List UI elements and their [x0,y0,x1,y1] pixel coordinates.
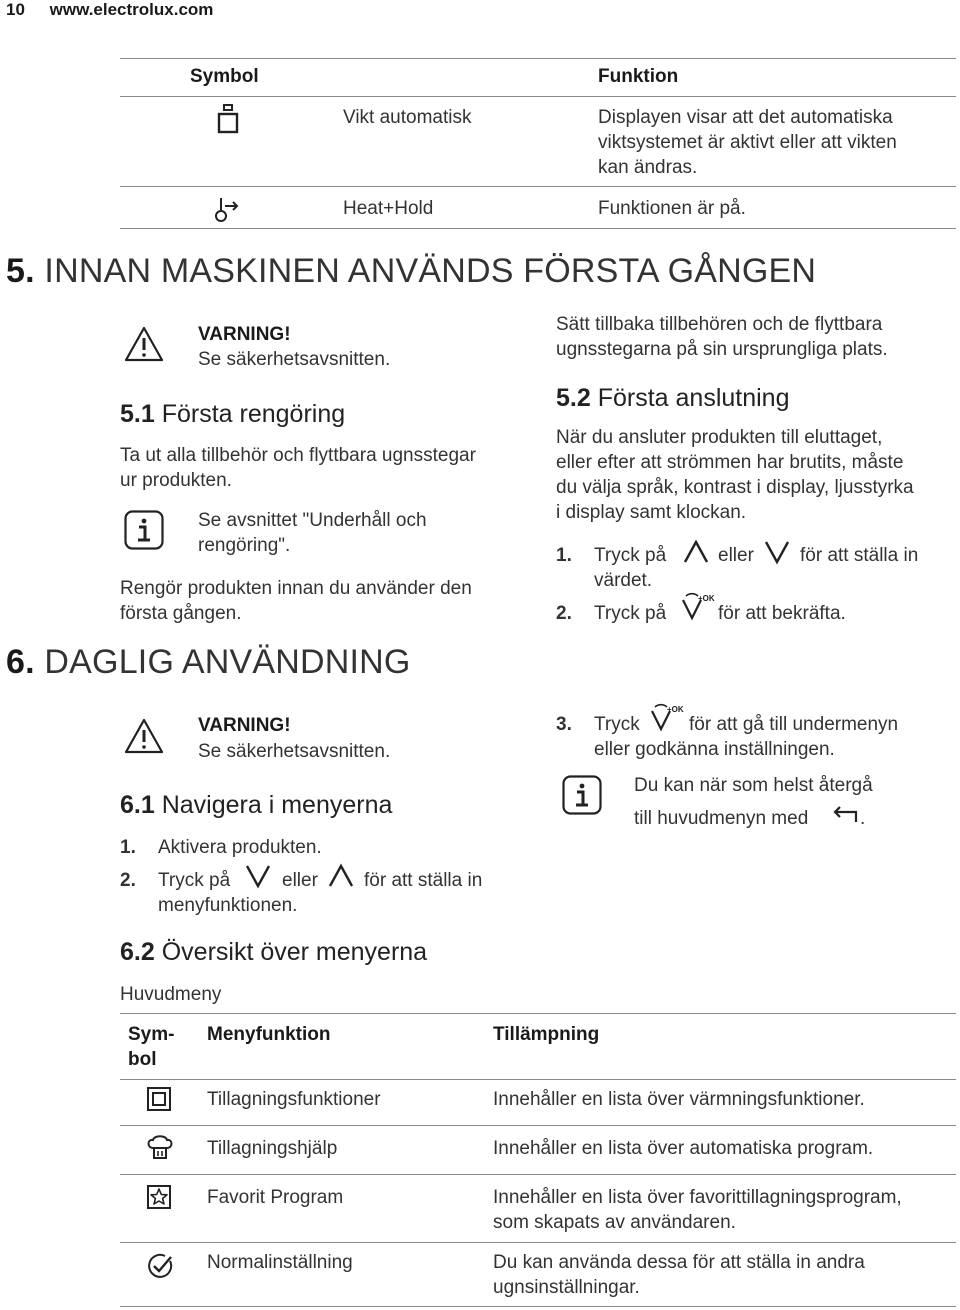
s61-step-3-number: 3. [556,714,572,735]
chef-hat-icon [146,1134,174,1162]
menu-row-4-name: Normalinställning [207,1252,353,1273]
warning-title: VARNING! [198,324,291,345]
s52-step-1-number: 1. [556,545,572,566]
warning-icon [124,326,164,362]
s51-paragraph-1b: ur produkten. [120,470,232,491]
s52-step-1-text-a: Tryck på [594,545,667,566]
s51-paragraph-1a: Ta ut alla tillbehör och flyttbara ugnsstegar [120,445,476,466]
s61-step-2-text-c: för att ställa in [364,870,483,891]
s52-step-1-text-d: värdet. [594,570,653,591]
info-icon [562,775,602,815]
warning-text: Se säkerhetsavsnitten. [198,349,391,370]
menu-table-top-rule [120,1013,956,1014]
info-text-2a: Du kan när som helst återgå [634,775,873,796]
menu-row-4-desc-1: Du kan använda dessa för att ställa in andra [493,1252,865,1273]
row-weight-desc-2: viktsystemet är aktivt eller att vikten [598,132,897,153]
s52-paragraph-a: När du ansluter produkten till eluttaget, [556,427,883,448]
section-5-heading: 5. INNAN MASKINEN ANVÄNDS FÖRSTA GÅNGEN [6,252,817,290]
s52-step-1-text-c: för att ställa in [800,545,919,566]
menu-row-3-desc-1: Innehåller en lista över favorittillagningsprogram, [493,1187,902,1208]
s61-step-3-text-b: för att gå till undermenyn [689,714,899,735]
subsection-6-1-heading: 6.1 Navigera i menyerna [120,791,393,819]
s61-step-2-text-a: Tryck på [158,870,231,891]
subsection-5-1-heading: 5.1 Första rengöring [120,400,346,428]
info-text-2c: . [860,808,866,829]
subsection-6-2-heading: 6.2 Översikt över menyerna [120,938,428,966]
warning-title-2: VARNING! [198,715,291,736]
row-heathold-name: Heat+Hold [343,198,434,219]
s61-step-2-text-d: menyfunktionen. [158,895,298,916]
info-text-1a: Se avsnittet "Underhåll och [198,510,427,531]
menu-table-row-rule-3 [120,1242,956,1243]
info-text-1b: rengöring". [198,535,291,556]
table-header-rule [120,96,956,97]
table-top-rule [120,58,956,59]
right-paragraph-1a: Sätt tillbaka tillbehören och de flyttbara [556,314,883,335]
s52-paragraph-d: i display samt klockan. [556,502,747,523]
warning-text-2: Se säkerhetsavsnitten. [198,741,391,762]
right-paragraph-1b: ugnsstegarna på sin ursprungliga plats. [556,339,888,360]
weight-icon [216,104,240,134]
s52-step-2-text-b: för att bekräfta. [718,603,846,624]
page-number: 10 [6,0,25,19]
section-6-heading: 6. DAGLIG ANVÄNDNING [6,643,411,681]
chevron-up-icon [328,864,354,888]
menu-row-2-desc: Innehåller en lista över automatiska program. [493,1138,874,1159]
col-header-function: Funktion [598,66,679,87]
chevron-down-icon [764,540,790,564]
s51-paragraph-2a: Rengör produkten innan du använder den [120,578,472,599]
s61-step-1-text: Aktivera produkten. [158,837,322,858]
s52-step-2-text-a: Tryck på [594,603,667,624]
info-icon [124,510,164,550]
menu-row-4-desc-2: ugnsinställningar. [493,1277,640,1298]
menu-row-1-desc: Innehåller en lista över värmningsfunktioner. [493,1089,865,1110]
main-menu-subtitle: Huvudmeny [120,984,222,1005]
s61-step-1-number: 1. [120,837,136,858]
menu-table-row-rule-1 [120,1125,956,1126]
menu-table-row-rule-2 [120,1174,956,1175]
menu-row-3-name: Favorit Program [207,1187,344,1208]
ok-touch-icon [681,592,713,620]
site-url: www.electrolux.com [49,0,214,19]
menu-col-header-symbol-a: Sym- [128,1024,175,1045]
menu-table-bottom-rule [120,1306,956,1307]
menu-row-1-name: Tillagningsfunktioner [207,1089,381,1110]
menu-row-2-name: Tillagningshjälp [207,1138,338,1159]
svg-text:+OK: +OK [667,705,684,714]
menu-col-header-application: Tillämpning [493,1024,600,1045]
menu-row-3-desc-2: som skapats av användaren. [493,1212,736,1233]
chevron-down-icon [245,864,271,888]
s52-step-1-text-b: eller [718,545,754,566]
s61-step-3-text-c: eller godkänna inställningen. [594,739,835,760]
row-weight-desc-1: Displayen visar att det automatiska [598,107,893,128]
warning-icon [124,718,164,754]
svg-text:+OK: +OK [698,594,715,603]
s52-paragraph-c: du välja språk, kontrast i display, ljusstyrka [556,477,914,498]
table-bottom-rule [120,228,956,229]
page-header [6,0,213,20]
menu-col-header-symbol-b: bol [128,1049,157,1070]
row-heathold-desc: Funktionen är på. [598,198,746,219]
ok-touch-icon [650,703,682,731]
chevron-up-icon [683,540,709,564]
info-text-2b: till huvudmenyn med [634,808,809,829]
col-header-symbol: Symbol [190,66,259,87]
s52-paragraph-b: eller efter att strömmen har brutits, måste [556,452,904,473]
row-weight-name: Vikt automatisk [343,107,472,128]
settings-check-icon [146,1252,174,1280]
row-weight-desc-3: kan ändras. [598,157,698,178]
s61-step-3-text-a: Tryck [594,714,640,735]
subsection-5-2-heading: 5.2 Första anslutning [556,384,790,412]
menu-table-header-rule [120,1079,956,1080]
favourite-star-icon [146,1184,172,1210]
cooking-functions-icon [146,1086,172,1112]
s61-step-2-text-b: eller [282,870,318,891]
menu-col-header-menu: Menyfunktion [207,1024,331,1045]
s61-step-2-number: 2. [120,870,136,891]
s52-step-2-number: 2. [556,603,572,624]
back-arrow-icon [832,804,860,826]
table-row-rule [120,186,956,187]
thermometer-arrow-icon [214,194,242,224]
s51-paragraph-2b: första gången. [120,603,242,624]
